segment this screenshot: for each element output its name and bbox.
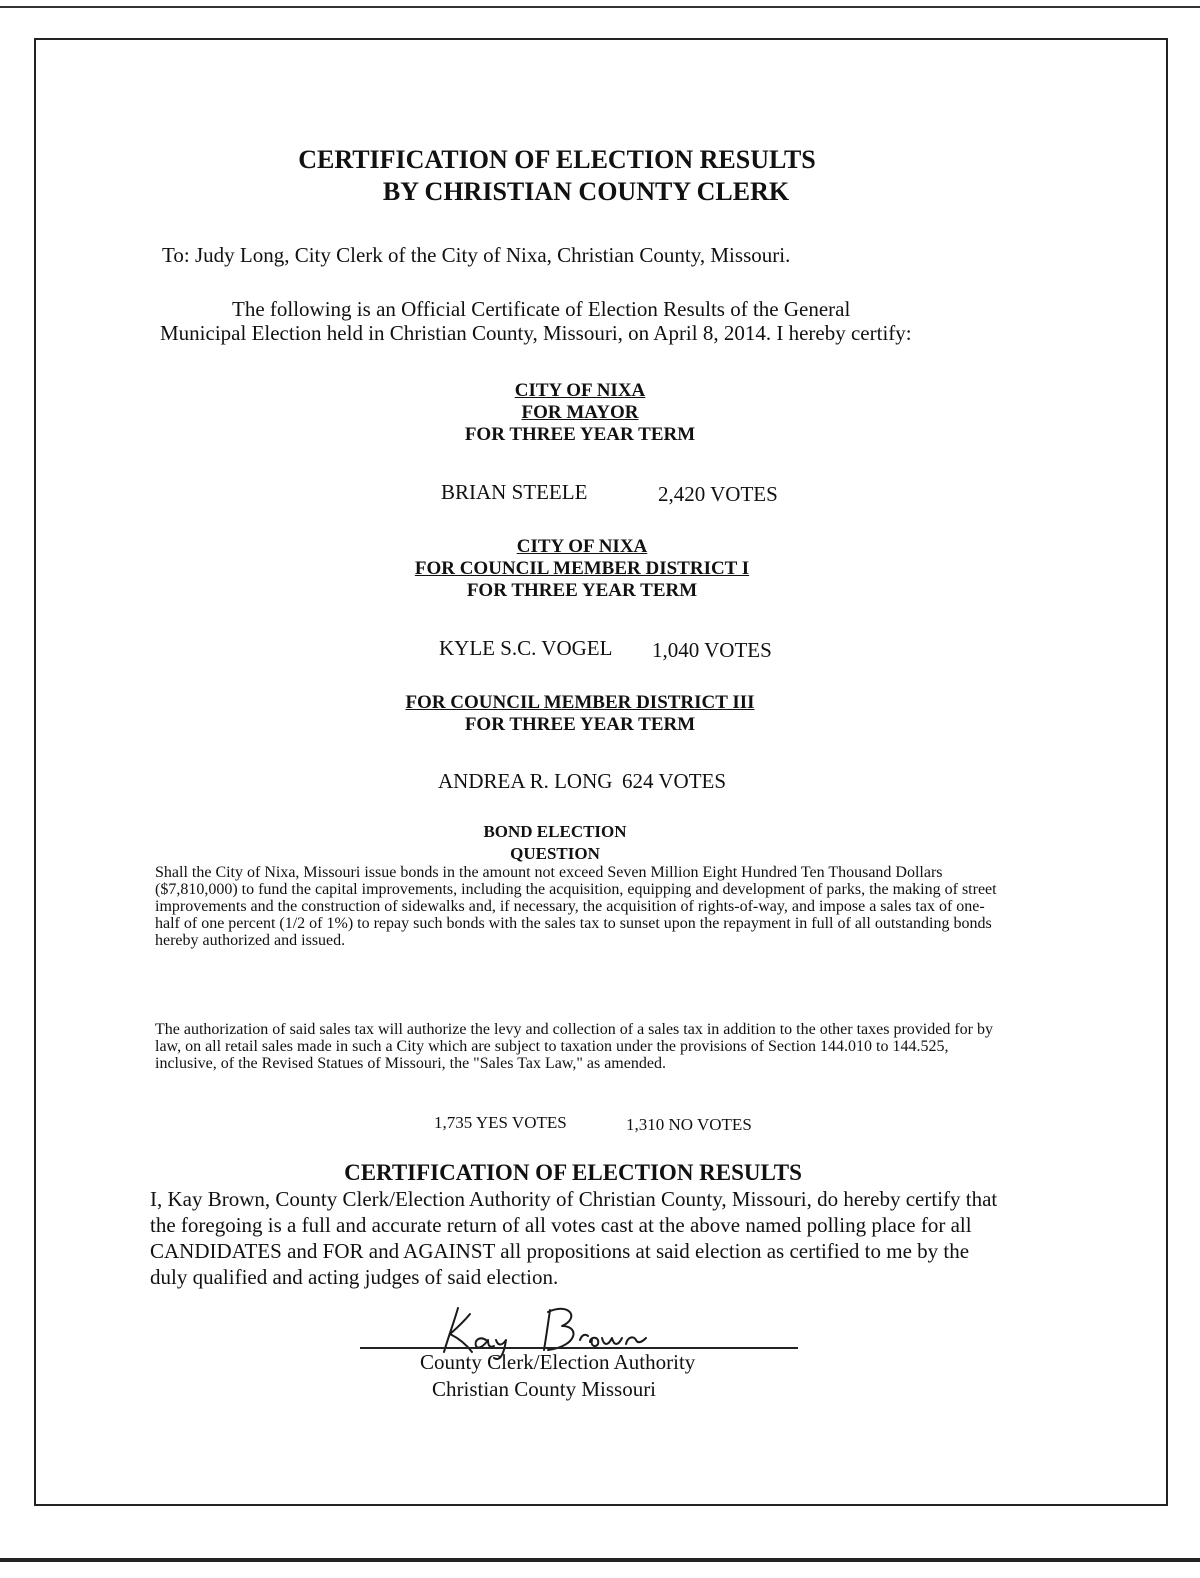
- bond-question-text: Shall the City of Nixa, Missouri issue bonds in the amount not exceed Seven Million Eight Hundred Ten Thousand Dollars ($7,810,000) to fund the capital improvements, including the acquisition, equipping and development of parks, the making of street improvements and the construction of sidewalks and, if necessary, the acquisition of rights-of-way, and impose a sales tax of one-half of one percent (1/2 of 1%) to repay such bonds with the sales tax to sunset upon the repayment in full of all outstanding bonds hereby authorized and issued.: [155, 864, 997, 949]
- signer-county: Christian County Missouri: [432, 1377, 657, 1401]
- district1-candidate: KYLE S.C. VOGEL: [439, 636, 613, 660]
- mayor-candidate: BRIAN STEELE: [441, 480, 588, 504]
- addressee-line: To: Judy Long, City Clerk of the City of Nixa, Christian County, Missouri.: [162, 243, 791, 267]
- certification-statement: I, Kay Brown, County Clerk/Election Authority of Christian County, Missouri, do hereby certify that the foregoing is a full and accurate return of all votes cast at the above named polling place for all CANDIDATES and FOR and AGAINST all propositions at said election as certified to me by the duly qualified and acting judges of said election.: [150, 1187, 998, 1289]
- bond-heading: [0, 821, 1155, 865]
- district1-term: FOR THREE YEAR TERM: [466, 580, 698, 601]
- certification-heading: CERTIFICATION OF ELECTION RESULTS: [344, 1160, 802, 1185]
- bond-heading-line-1: BOND ELECTION: [483, 822, 627, 841]
- bond-heading-line-2: QUESTION: [510, 844, 600, 863]
- mayor-votes: 2,420 VOTES: [658, 482, 778, 506]
- scan-edge-top: [0, 6, 1200, 8]
- district3-votes: 624 VOTES: [622, 769, 727, 793]
- bond-authorization-text: The authorization of said sales tax will authorize the levy and collection of a sales tax in addition to the other taxes provided for by law, on all retail sales made in such a City which are subject to taxation under the provisions of Section 144.010 to 144.525, inclusive, of the Revised Statues of Missouri, the "Sales Tax Law," as amended.: [155, 1021, 993, 1072]
- document-title: [0, 144, 1200, 208]
- district1-office: FOR COUNCIL MEMBER DISTRICT I: [414, 558, 750, 579]
- mayor-city: CITY OF NIXA: [514, 380, 646, 401]
- title-line-1: CERTIFICATION OF ELECTION RESULTS: [298, 145, 816, 174]
- mayor-section-heading: [0, 380, 1180, 446]
- district3-candidate: ANDREA R. LONG: [438, 769, 613, 793]
- district3-office: FOR COUNCIL MEMBER DISTRICT III: [405, 692, 755, 713]
- signer-title: County Clerk/Election Authority: [420, 1350, 696, 1374]
- signer-caption: [420, 1349, 760, 1403]
- district1-votes: 1,040 VOTES: [652, 638, 772, 662]
- scan-edge-bottom: [0, 1558, 1200, 1562]
- district1-city: CITY OF NIXA: [516, 536, 648, 557]
- mayor-term: FOR THREE YEAR TERM: [464, 424, 696, 445]
- bond-yes-votes: 1,735 YES VOTES: [434, 1113, 567, 1132]
- mayor-office: FOR MAYOR: [521, 402, 639, 423]
- bond-no-votes: 1,310 NO VOTES: [626, 1115, 752, 1134]
- district1-section-heading: [0, 536, 1182, 602]
- intro-paragraph: [160, 297, 1040, 345]
- intro-line-2: Municipal Election held in Christian County, Missouri, on April 8, 2014. I hereby certify:: [160, 321, 912, 345]
- district3-section-heading: [0, 692, 1180, 736]
- intro-line-1: The following is an Official Certificate of Election Results of the General: [232, 297, 851, 321]
- district3-term: FOR THREE YEAR TERM: [464, 714, 696, 735]
- title-line-2: BY CHRISTIAN COUNTY CLERK: [382, 177, 790, 206]
